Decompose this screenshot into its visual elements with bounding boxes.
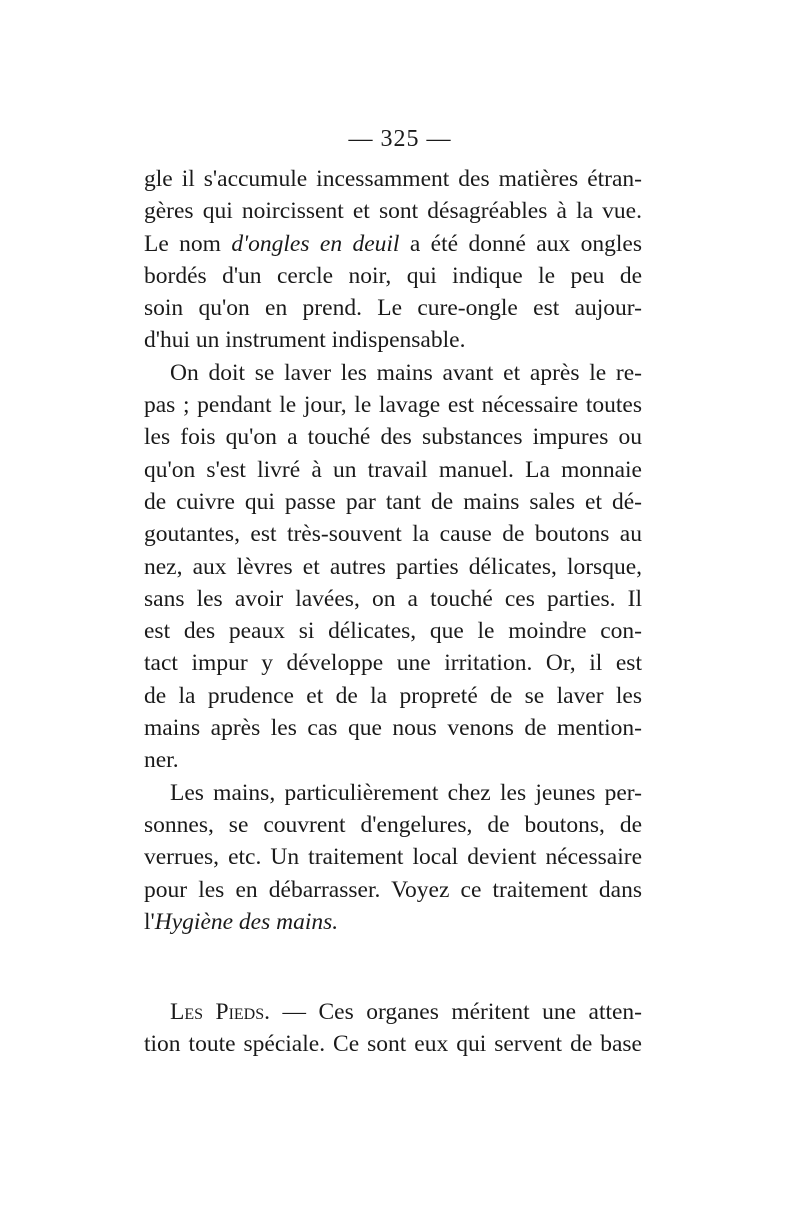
text-line: sonnes, se couvrent d'engelures, de boutons, de (144, 811, 642, 838)
section-gap (144, 938, 642, 996)
paragraph-laver-mains (144, 357, 642, 777)
text-line: verrues, etc. Un traitement local devient nécessaire (144, 844, 642, 871)
text-run: l' (144, 908, 155, 935)
text-run: Le nom (144, 230, 232, 257)
text-line: ner. (144, 747, 179, 774)
text-line: de cuivre qui passe par tant de mains sales et dé- (144, 488, 642, 515)
text-line (144, 228, 642, 260)
text-line: goutantes, est très-souvent la cause de boutons au (144, 521, 642, 548)
text-line: pour les en débarrasser. Voyez ce traitement dans (144, 876, 642, 903)
text-line (144, 996, 642, 1028)
paragraph-engelures (144, 777, 642, 938)
text-line: pas ; pendant le jour, le lavage est nécessaire toutes (144, 392, 642, 419)
italic-title: Hygiène des mains. (154, 908, 339, 935)
text-line: gères qui noircissent et sont désagréables à la vue. (144, 198, 642, 225)
text-line: soin qu'on en prend. Le cure-ongle est aujour- (144, 295, 642, 322)
text-line: les fois qu'on a touché des substances impures ou (144, 424, 642, 451)
section-heading: Les Pieds. (170, 999, 271, 1026)
text-line: mains après les cas que nous venons de mention- (144, 715, 642, 742)
text-run: a été donné aux ongles (399, 230, 642, 257)
text-line: On doit se laver les mains avant et après le re- (170, 359, 642, 386)
body-text (144, 163, 642, 1061)
text-line: Les mains, particulièrement chez les jeunes per- (170, 779, 642, 806)
text-line: d'hui un instrument indispensable. (144, 327, 466, 354)
text-line: de la prudence et de la propreté de se laver les (144, 682, 642, 709)
text-line: gle il s'accumule incessamment des matières étran- (144, 166, 642, 192)
paragraph-ongles (144, 163, 642, 357)
page-number: — 325 — (348, 126, 452, 152)
text-line: sans les avoir lavées, on a touché ces parties. Il (144, 585, 642, 612)
text-line: tact impur y développe une irritation. Or, il est (144, 650, 642, 677)
text-line: bordés d'un cercle noir, qui indique le peu de (144, 262, 642, 289)
text-run: — Ces organes méritent une atten- (270, 999, 643, 1026)
text-line: qu'on s'est livré à un travail manuel. La monnaie (144, 456, 642, 483)
paragraph-pieds (144, 996, 642, 1061)
text-line: tion toute spéciale. Ce sont eux qui servent de base (144, 1031, 642, 1058)
text-line: est des peaux si délicates, que le moindre con- (144, 618, 642, 645)
text-line: nez, aux lèvres et autres parties délicates, lorsque, (144, 553, 642, 580)
italic-term: d'ongles en deuil (231, 230, 400, 257)
text-line (144, 906, 642, 938)
